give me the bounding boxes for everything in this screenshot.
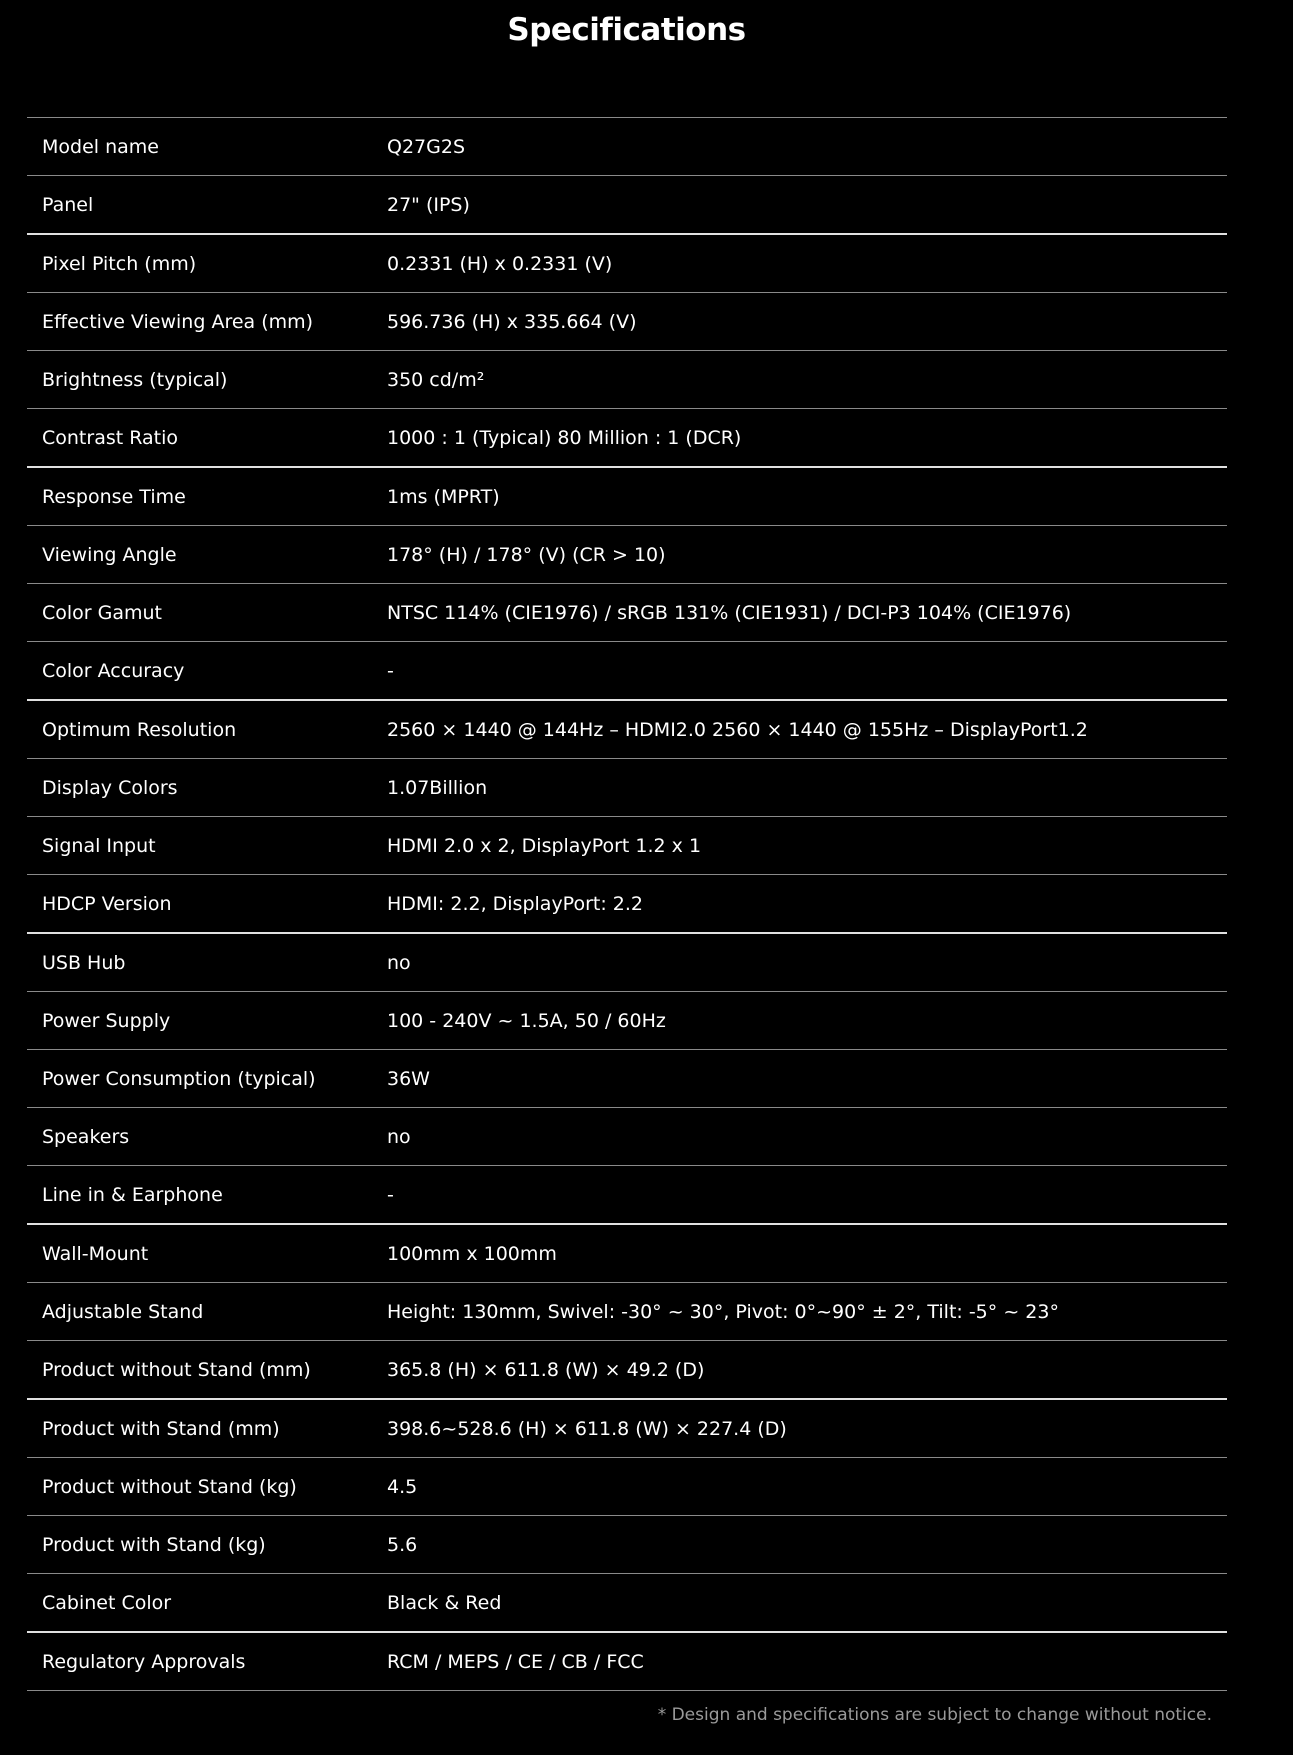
spec-row bbox=[27, 700, 1227, 759]
spec-row bbox=[27, 759, 1227, 817]
spec-value: 5.6 bbox=[387, 1516, 1227, 1574]
spec-row bbox=[27, 584, 1227, 642]
spec-label: Panel bbox=[27, 176, 387, 235]
spec-value: no bbox=[387, 933, 1227, 992]
spec-value: 27" (IPS) bbox=[387, 176, 1227, 235]
spec-row bbox=[27, 1458, 1227, 1516]
spec-value: no bbox=[387, 1108, 1227, 1166]
spec-row bbox=[27, 992, 1227, 1050]
spec-value: HDMI 2.0 x 2, DisplayPort 1.2 x 1 bbox=[387, 817, 1227, 875]
spec-label: Product without Stand (mm) bbox=[27, 1341, 387, 1400]
spec-row bbox=[27, 817, 1227, 875]
spec-label: Display Colors bbox=[27, 759, 387, 817]
spec-label: Model name bbox=[27, 118, 387, 176]
spec-row bbox=[27, 1516, 1227, 1574]
spec-value: 2560 × 1440 @ 144Hz – HDMI2.0 2560 × 1440 @ 155Hz – DisplayPort1.2 bbox=[387, 700, 1227, 759]
spec-row bbox=[27, 467, 1227, 526]
spec-label: Cabinet Color bbox=[27, 1574, 387, 1633]
spec-label: Power Supply bbox=[27, 992, 387, 1050]
page-title: Specifications bbox=[507, 12, 746, 48]
spec-label: Speakers bbox=[27, 1108, 387, 1166]
spec-row bbox=[27, 1574, 1227, 1633]
spec-value: 0.2331 (H) x 0.2331 (V) bbox=[387, 234, 1227, 293]
spec-label: Response Time bbox=[27, 467, 387, 526]
spec-value: 36W bbox=[387, 1050, 1227, 1108]
spec-label: Signal Input bbox=[27, 817, 387, 875]
spec-row bbox=[27, 234, 1227, 293]
specifications-table-body bbox=[27, 118, 1227, 1691]
spec-label: Contrast Ratio bbox=[27, 409, 387, 468]
spec-value: HDMI: 2.2, DisplayPort: 2.2 bbox=[387, 875, 1227, 934]
spec-value: 4.5 bbox=[387, 1458, 1227, 1516]
spec-label: Product with Stand (mm) bbox=[27, 1399, 387, 1458]
spec-value: Height: 130mm, Swivel: -30° ~ 30°, Pivot: 0°~90° ± 2°, Tilt: -5° ~ 23° bbox=[387, 1283, 1227, 1341]
spec-label: USB Hub bbox=[27, 933, 387, 992]
spec-label: Line in & Earphone bbox=[27, 1166, 387, 1225]
spec-row bbox=[27, 1050, 1227, 1108]
spec-row bbox=[27, 933, 1227, 992]
spec-label: Wall-Mount bbox=[27, 1224, 387, 1283]
spec-value: Q27G2S bbox=[387, 118, 1227, 176]
spec-label: Product with Stand (kg) bbox=[27, 1516, 387, 1574]
specifications-table bbox=[27, 117, 1227, 1691]
spec-row bbox=[27, 1341, 1227, 1400]
spec-label: Brightness (typical) bbox=[27, 351, 387, 409]
spec-row bbox=[27, 1108, 1227, 1166]
spec-value: NTSC 114% (CIE1976) / sRGB 131% (CIE1931) / DCI-P3 104% (CIE1976) bbox=[387, 584, 1227, 642]
spec-row bbox=[27, 1283, 1227, 1341]
spec-row bbox=[27, 526, 1227, 584]
spec-row bbox=[27, 409, 1227, 468]
spec-value: 100 - 240V ~ 1.5A, 50 / 60Hz bbox=[387, 992, 1227, 1050]
spec-label: Viewing Angle bbox=[27, 526, 387, 584]
spec-value: 100mm x 100mm bbox=[387, 1224, 1227, 1283]
spec-label: HDCP Version bbox=[27, 875, 387, 934]
spec-value: 1ms (MPRT) bbox=[387, 467, 1227, 526]
spec-value: 1000 : 1 (Typical) 80 Million : 1 (DCR) bbox=[387, 409, 1227, 468]
spec-value: 365.8 (H) × 611.8 (W) × 49.2 (D) bbox=[387, 1341, 1227, 1400]
spec-row bbox=[27, 1399, 1227, 1458]
spec-label: Color Accuracy bbox=[27, 642, 387, 701]
spec-label: Color Gamut bbox=[27, 584, 387, 642]
spec-row bbox=[27, 875, 1227, 934]
spec-row bbox=[27, 351, 1227, 409]
spec-row bbox=[27, 642, 1227, 701]
spec-value: Black & Red bbox=[387, 1574, 1227, 1633]
spec-row bbox=[27, 293, 1227, 351]
spec-value: 178° (H) / 178° (V) (CR > 10) bbox=[387, 526, 1227, 584]
spec-label: Product without Stand (kg) bbox=[27, 1458, 387, 1516]
spec-label: Power Consumption (typical) bbox=[27, 1050, 387, 1108]
spec-label: Effective Viewing Area (mm) bbox=[27, 293, 387, 351]
spec-value: 1.07Billion bbox=[387, 759, 1227, 817]
spec-row bbox=[27, 118, 1227, 176]
disclaimer-footnote: * Design and specifications are subject to change without notice. bbox=[657, 1705, 1212, 1725]
spec-value: 596.736 (H) x 335.664 (V) bbox=[387, 293, 1227, 351]
spec-label: Regulatory Approvals bbox=[27, 1632, 387, 1691]
spec-label: Optimum Resolution bbox=[27, 700, 387, 759]
spec-row bbox=[27, 1224, 1227, 1283]
spec-row bbox=[27, 176, 1227, 235]
spec-label: Pixel Pitch (mm) bbox=[27, 234, 387, 293]
spec-value: 350 cd/m² bbox=[387, 351, 1227, 409]
spec-label: Adjustable Stand bbox=[27, 1283, 387, 1341]
spec-row bbox=[27, 1166, 1227, 1225]
spec-value: 398.6~528.6 (H) × 611.8 (W) × 227.4 (D) bbox=[387, 1399, 1227, 1458]
spec-value: - bbox=[387, 1166, 1227, 1225]
spec-value: - bbox=[387, 642, 1227, 701]
spec-value: RCM / MEPS / CE / CB / FCC bbox=[387, 1632, 1227, 1691]
spec-row bbox=[27, 1632, 1227, 1691]
